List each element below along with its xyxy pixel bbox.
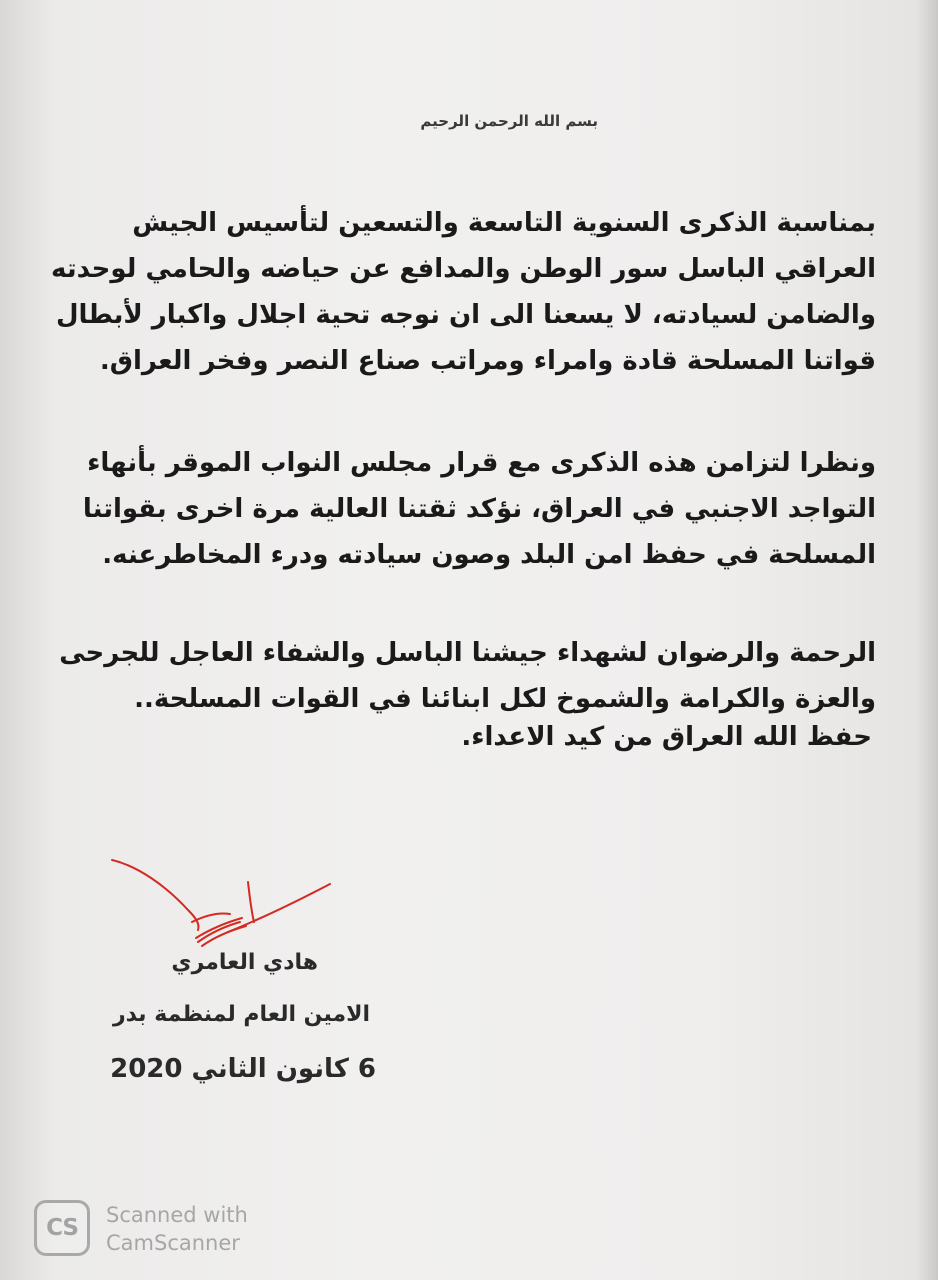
watermark-line: Scanned with: [106, 1203, 248, 1227]
closing-line: حفظ الله العراق من كيد الاعداء.: [461, 722, 872, 752]
paragraph-line: المسلحة في حفظ امن البلد وصون سيادته ودرء المخاطرعنه.: [102, 540, 876, 570]
paragraph-line: ونظرا لتزامن هذه الذكرى مع قرار مجلس النواب الموقر بأنهاء: [87, 448, 876, 478]
watermark-line: CamScanner: [106, 1231, 240, 1255]
handwritten-signature: [108, 852, 338, 962]
camscanner-logo-icon: CS: [34, 1200, 90, 1256]
paragraph-line: العراقي الباسل سور الوطن والمدافع عن حياضه والحامي لوحدته: [51, 254, 876, 284]
paragraph-line: قواتنا المسلحة قادة وامراء ومراتب صناع النصر وفخر العراق.: [99, 346, 876, 376]
paragraph-line: والضامن لسيادته، لا يسعنا الى ان نوجه تحية اجلال واكبار لأبطال: [55, 300, 876, 330]
paragraph-line: والعزة والكرامة والشموخ لكل ابنائنا في القوات المسلحة..: [134, 684, 876, 714]
paragraph-line: الرحمة والرضوان لشهداء جيشنا الباسل والشفاء العاجل للجرحى: [59, 638, 876, 668]
paragraph-anniversary: [51, 200, 876, 384]
paragraph-martyrs: [59, 630, 876, 722]
paragraph-line: بمناسبة الذكرى السنوية التاسعة والتسعين لتأسيس الجيش: [132, 208, 876, 238]
signatory-name: هادي العامري: [171, 950, 318, 975]
paragraph-parliament-decision: [83, 440, 876, 578]
basmala-heading: بسم الله الرحمن الرحيم: [420, 112, 598, 130]
page-edge-shadow: [916, 0, 938, 1280]
letter-date: 6 كانون الثاني 2020: [110, 1054, 376, 1084]
camscanner-watermark: [106, 1201, 248, 1257]
signatory-title: الامين العام لمنظمة بدر: [112, 1002, 370, 1027]
paragraph-line: التواجد الاجنبي في العراق، نؤكد ثقتنا العالية مرة اخرى بقواتنا: [82, 494, 876, 524]
